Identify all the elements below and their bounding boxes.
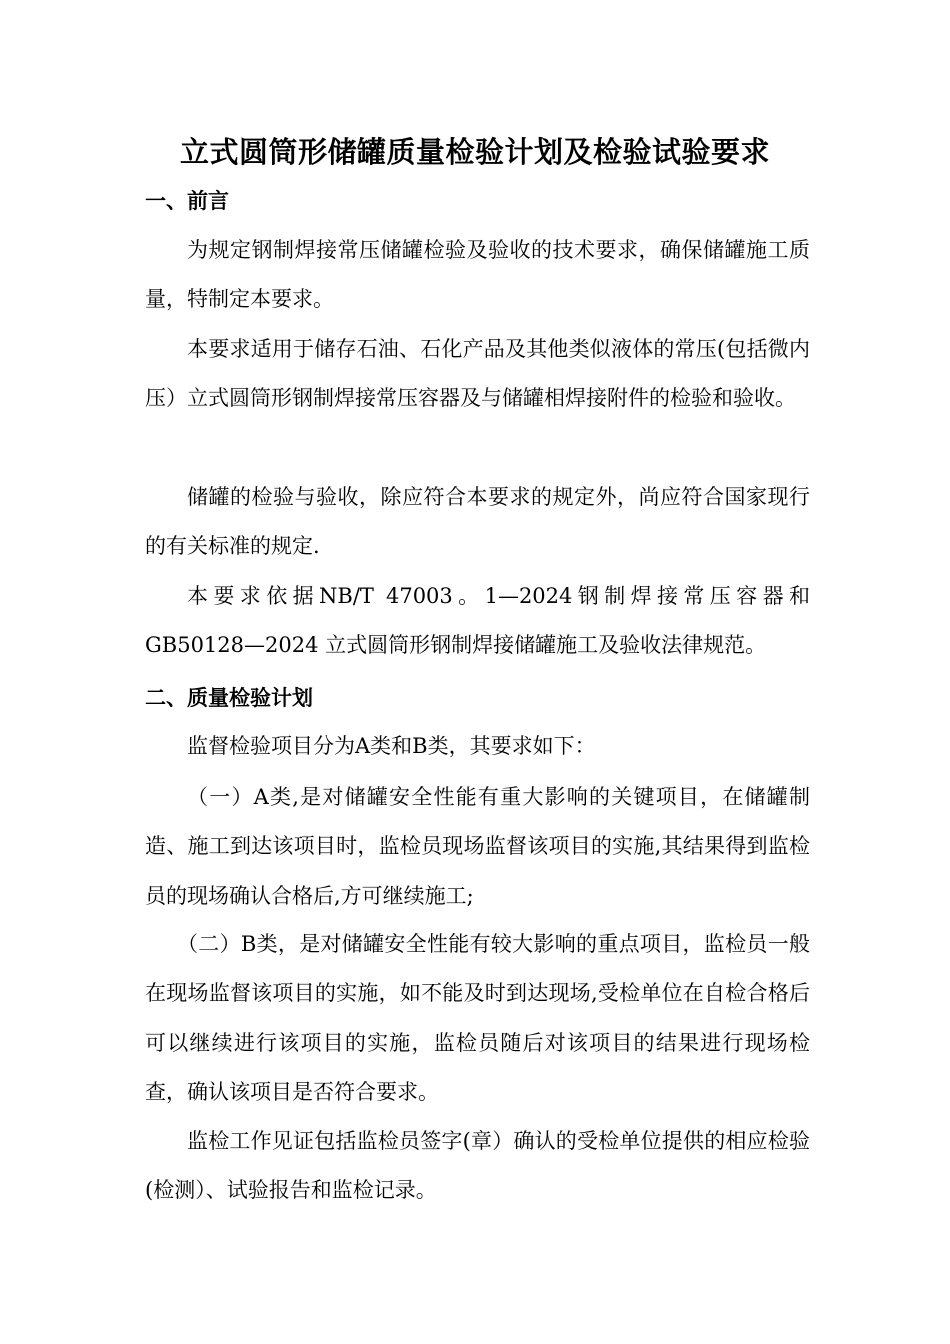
section-heading-quality-plan: 二、质量检验计划 [145, 686, 313, 710]
paragraph: 本要求适用于储存石油、石化产品及其他类似液体的常压(包括微内压）立式圆筒形钢制焊接常压容器及与储罐相焊接附件的检验和验收。 [145, 337, 810, 411]
section-heading-preface: 一、前言 [145, 189, 229, 213]
paragraph: 监检工作见证包括监检员签字(章）确认的受检单位提供的相应检验(检测）、试验报告和监检记录。 [145, 1129, 810, 1203]
paragraph: （一）A类,是对储罐安全性能有重大影响的关键项目，在储罐制造、施工到达该项目时，监检员现场监督该项目的实施,其结果得到监检员的现场确认合格后,方可继续施工; [145, 785, 810, 908]
paragraph: 监督检验项目分为A类和B类，其要求如下： [187, 734, 596, 758]
paragraph: 储罐的检验与验收，除应符合本要求的规定外，尚应符合国家现行的有关标准的规定. [145, 485, 810, 559]
paragraph: 为规定钢制焊接常压储罐检验及验收的技术要求，确保储罐施工质量，特制定本要求。 [145, 238, 810, 312]
paragraph: 本要求依据NB/T 47003。1—2024钢制焊接常压容器和GB50128—2024 立式圆筒形钢制焊接储罐施工及验收法律规范。 [145, 584, 810, 658]
document-title: 立式圆筒形储罐质量检验计划及检验试验要求 [179, 135, 770, 169]
paragraph: （二）B类，是对储罐安全性能有较大影响的重点项目，监检员一般在现场监督该项目的实施，如不能及时到达现场,受检单位在自检合格后可以继续进行该项目的实施，监检员随后对该项目的结果进行现场检查，确认该项目是否符合要求。 [145, 932, 810, 1105]
